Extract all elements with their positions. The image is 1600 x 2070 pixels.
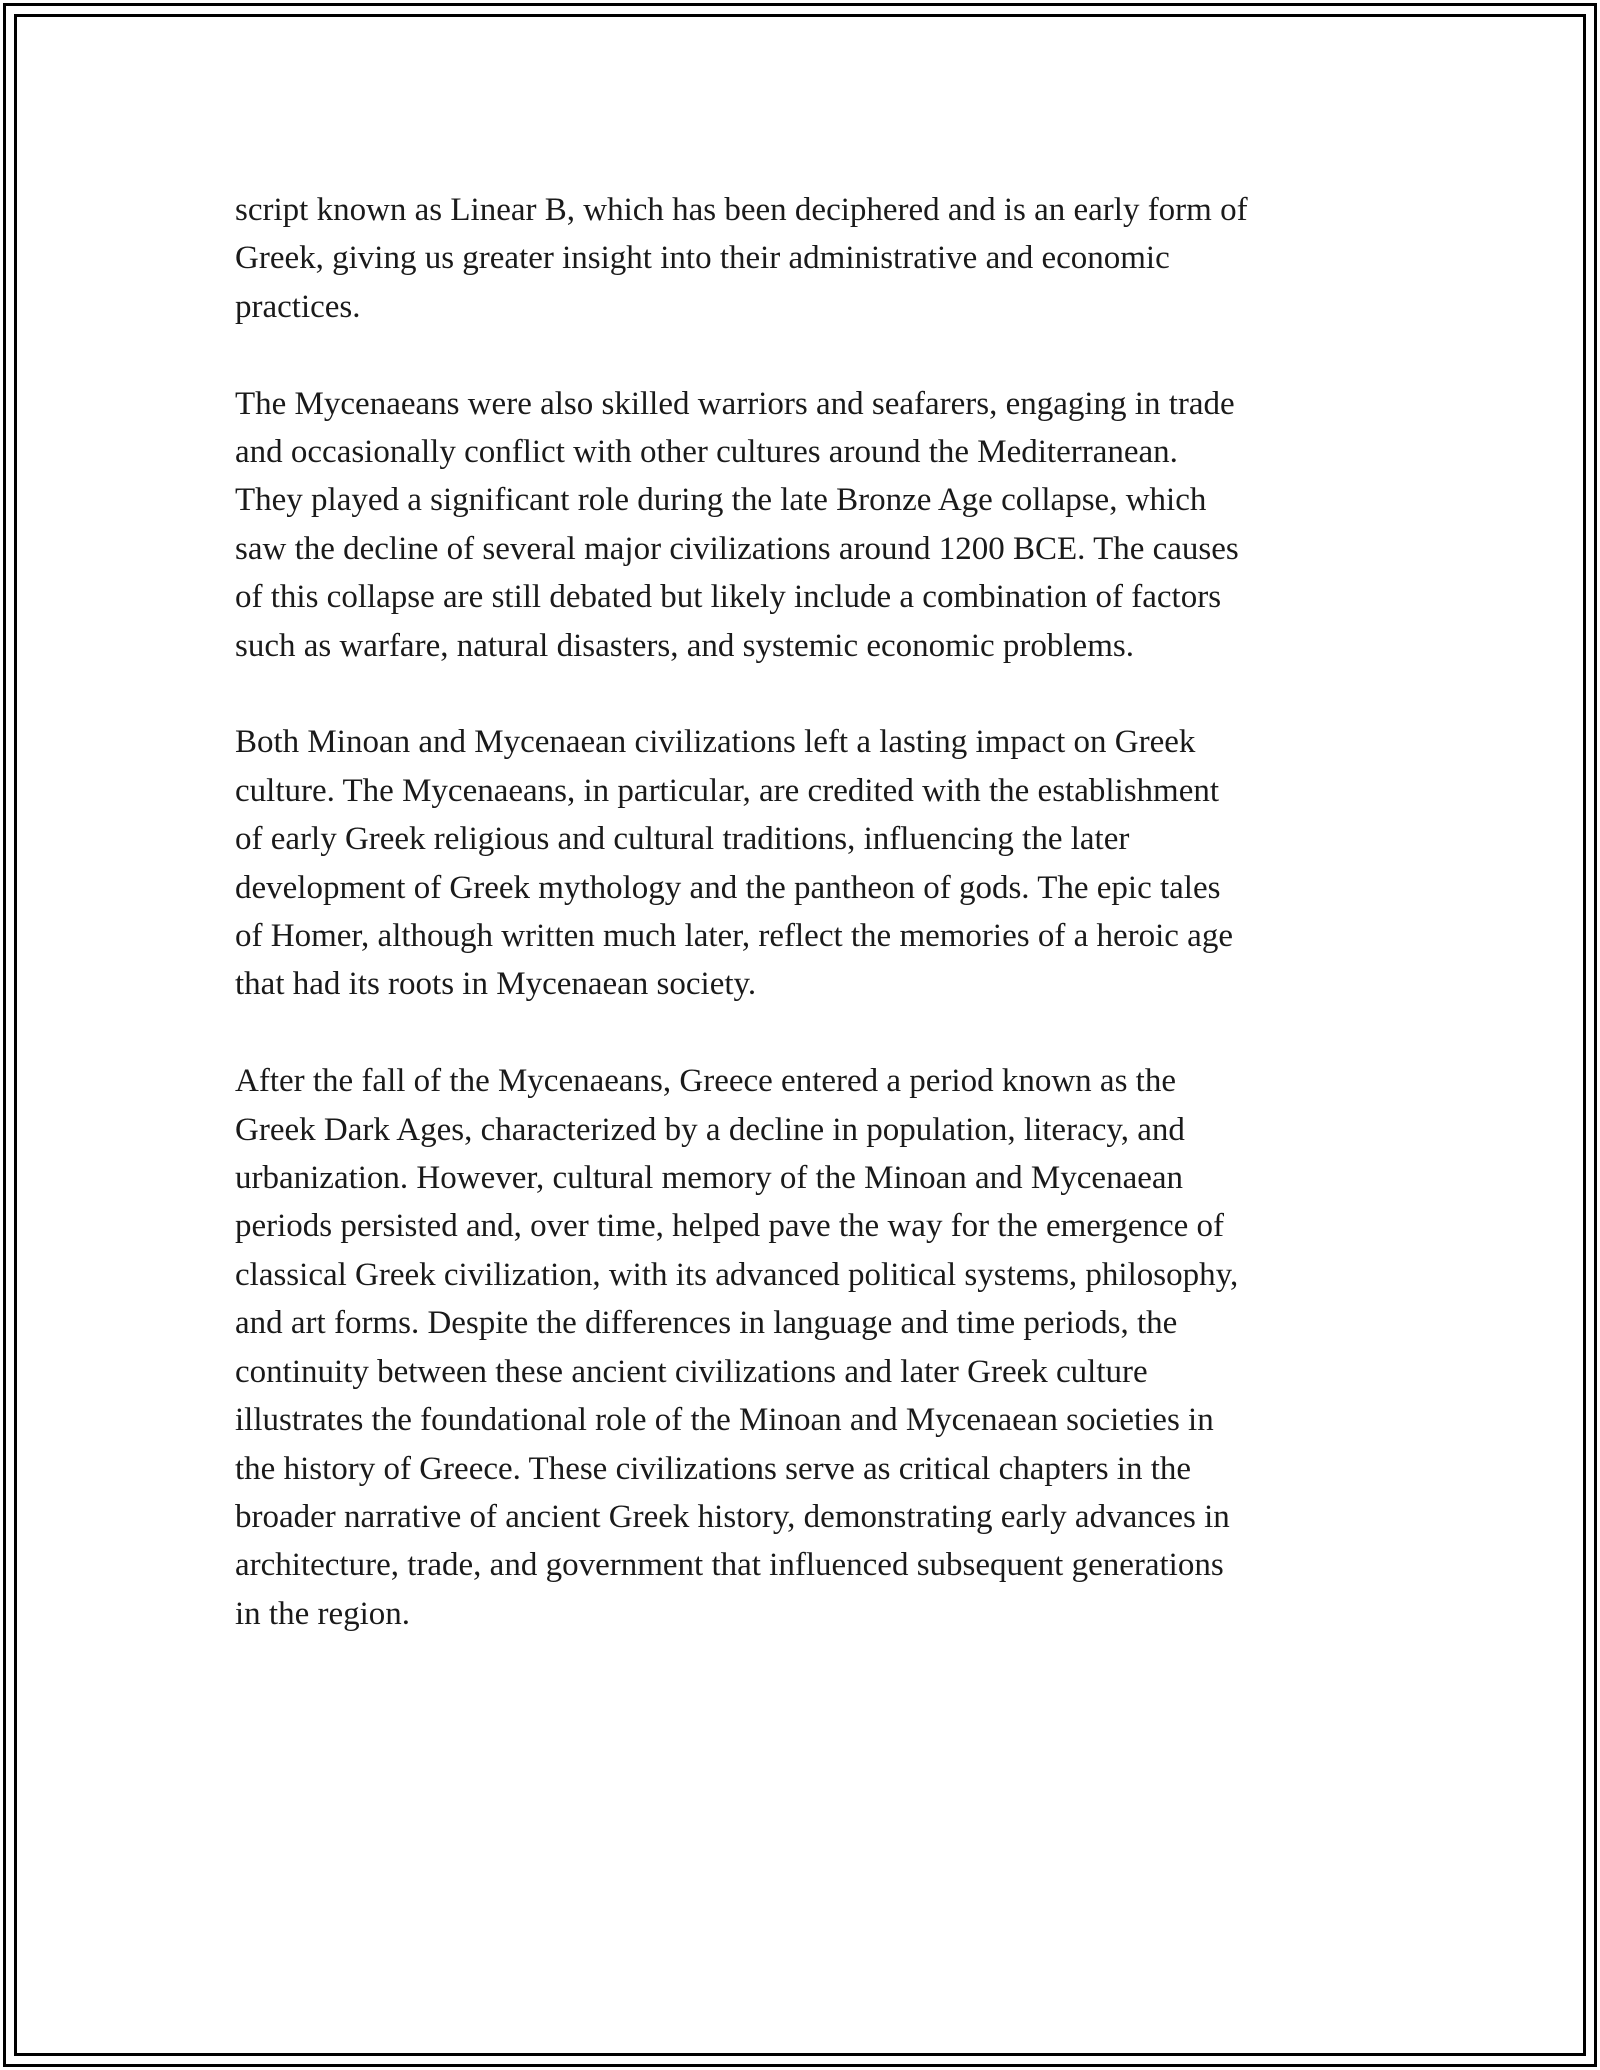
document-body (235, 186, 1375, 1638)
paragraph-linear-b: script known as Linear B, which has been deciphered and is an early form of Greek, giving us greater insight into their administrative and economic practices. (235, 192, 1248, 325)
paragraph-mycenaean-warriors: The Mycenaeans were also skilled warriors and seafarers, engaging in trade and occasionally conflict with other cultures around the Mediterranean. They played a significant role during the late Bronze Age collapse, which saw the decline of several major civilizations around 1200 BCE. The causes of this collapse are still debated but likely include a combination of factors such as warfare, natural disasters, and systemic economic problems. (235, 385, 1239, 664)
paragraph-lasting-impact: Both Minoan and Mycenaean civilizations left a lasting impact on Greek culture. The Mycenaeans, in particular, are credited with the establishment of early Greek religious and cultural traditions, influencing the later development of Greek mythology and the pantheon of gods. The epic tales of Homer, although written much later, reflect the memories of a heroic age that had its roots in Mycenaean society. (235, 724, 1233, 1003)
paragraph-dark-ages: After the fall of the Mycenaeans, Greece entered a period known as the Greek Dark Ages, characterized by a decline in population, literacy, and urbanization. However, cultural memory of the Minoan and Mycenaean periods persisted and, over time, helped pave the way for the emergence of classical Greek civilization, with its advanced political systems, philosophy, and art forms. Despite the differences in language and time periods, the continuity between these ancient civilizations and later Greek culture illustrates the foundational role of the Minoan and Mycenaean societies in the history of Greece. These civilizations serve as critical chapters in the broader narrative of ancient Greek history, demonstrating early advances in architecture, trade, and government that influenced subsequent generations in the region. (235, 1063, 1239, 1632)
